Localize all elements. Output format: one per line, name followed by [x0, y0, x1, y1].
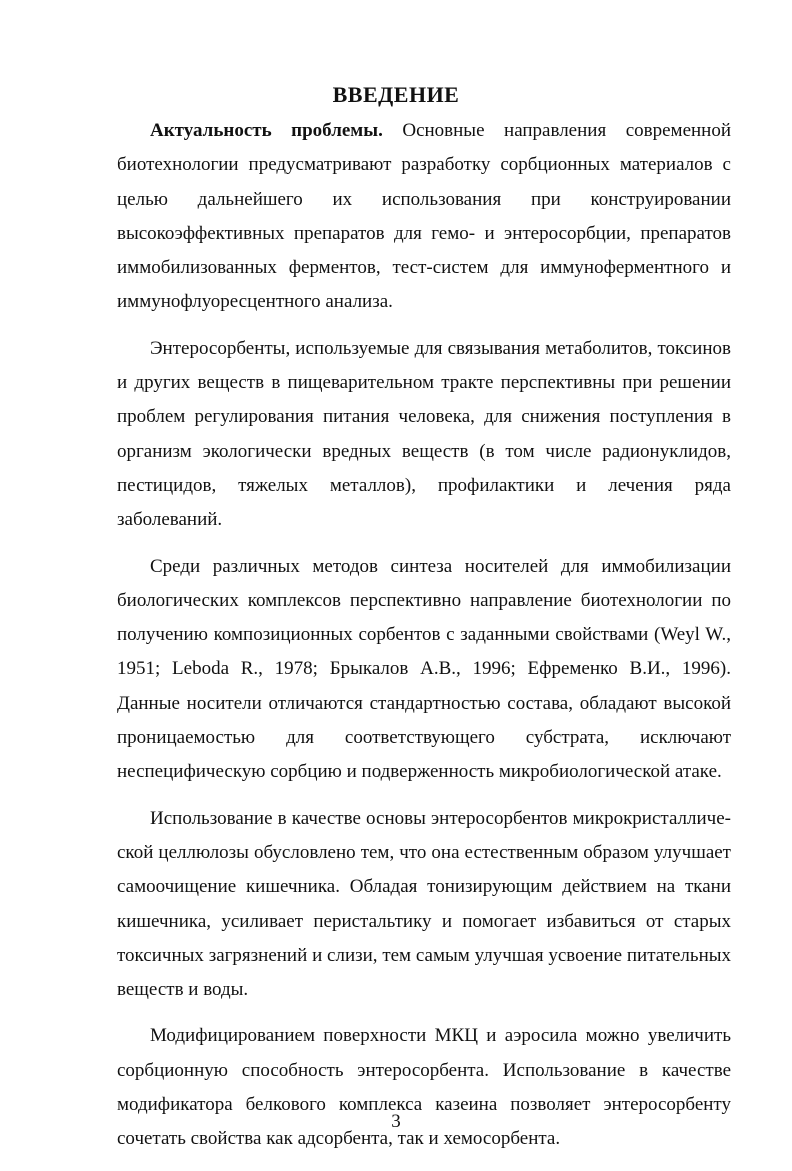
paragraph-enterosorbents: Энтеросорбенты, используемые для связывания метаболитов, токсинов и других веществ в пищеварительном тракте перспективны при решении проблем регулирования питания человека, для снижения поступления в организм экологически вредных веществ (в том числе радионуклидов, пестицидов, тяжелых металлов), профилактики и лечения ряда заболеваний. — [117, 337, 731, 531]
page-number: 3 — [391, 1111, 401, 1132]
paragraph-text: Основные направления современной биотехнологии предусматривают разработку сорбционных материалов с целью дальнейшего их использования при конструировании высокоэффективных препаратов для гемо- и энтеросорбции, препаратов иммобилизованных ферментов, тест-систем для иммуноферментного и иммунофлуоресцентного анализа. — [117, 120, 732, 313]
paragraph-synthesis-methods: Среди различных методов синтеза носителей для иммобилизации биологических комплексов перспективно направление биотехнологии по получению композиционных сорбентов с заданными свойствами (Weyl W., 1951; Leboda R., 1978; Брыкалов А.В., 1996; Ефременко В.И., 1996). Данные носители отличаются стандартностью состава, обладают высокой проницаемостью для соответствующего субстрата, исключают неспецифическую сорбцию и подверженность микробиологической атаке. — [117, 555, 731, 783]
body-text — [117, 114, 731, 1169]
page-title: ВВЕДЕНИЕ — [332, 82, 460, 107]
paragraph-cellulose: Использование в качестве основы энтеросорбентов микрокристаллической целлюлозы обусловлено тем, что она естественным образом улучшает самоочищение кишечника. Обладая тонизирующим действием на ткани кишечника, усиливает перистальтику и помогает избавиться от старых токсичных загрязнений и слизи, тем самым улучшая усвоение питательных веществ и воды. — [117, 807, 731, 1001]
paragraph-modification: Модифицированием поверхности МКЦ и аэросила можно увеличить сорбционную способность энтеросорбента. Использование в качестве модификатора белкового комплекса казеина позволяет энтеросорбенту сочетать свойства как адсорбента, так и хемосорбента. — [117, 1025, 731, 1150]
paragraph-lead: Актуальность проблемы. — [150, 120, 383, 141]
paragraph-relevance — [117, 114, 731, 320]
